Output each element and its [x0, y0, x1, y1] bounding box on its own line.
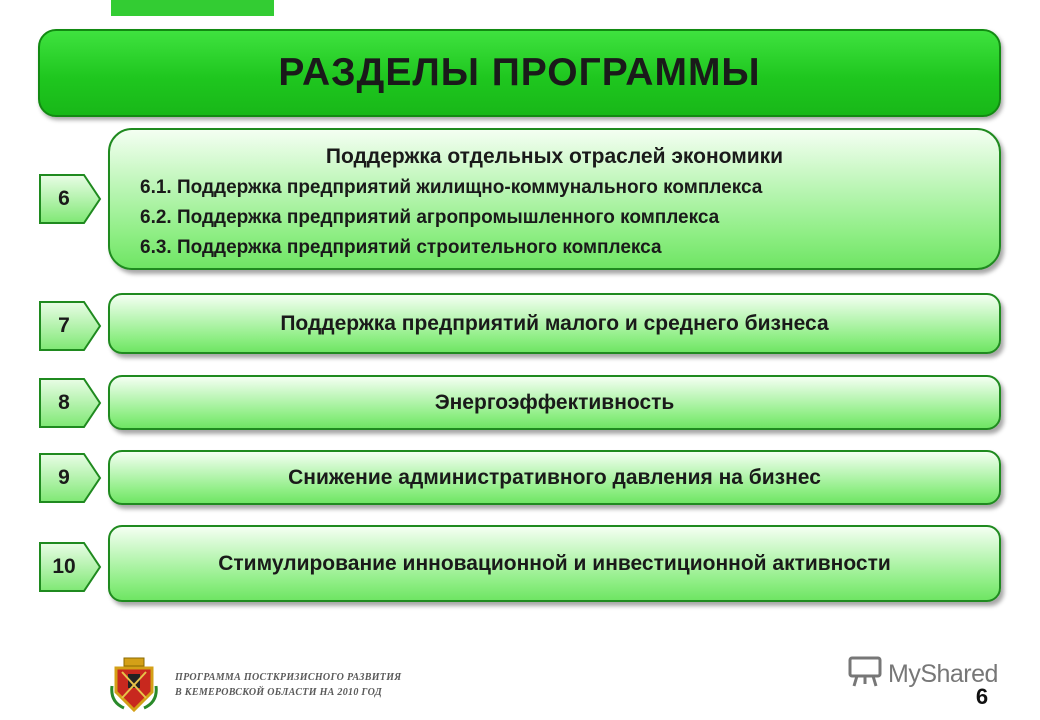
section-number: 9: [58, 466, 70, 489]
section-subitem: 6.2. Поддержка предприятий агропромышленного комплекса: [140, 207, 720, 228]
section-number: 6: [58, 187, 70, 210]
section-heading: Стимулирование инновационной и инвестиционной активности: [218, 551, 891, 575]
section-heading: Снижение административного давления на бизнес: [288, 465, 821, 489]
section-number-badge-6: [38, 173, 102, 225]
page-title: РАЗДЕЛЫ ПРОГРАММЫ: [278, 51, 761, 94]
kemerovo-coat-of-arms-icon: [110, 656, 158, 714]
section-number: 10: [52, 555, 76, 578]
section-number-badge-9: [38, 452, 102, 504]
page-number: 6: [975, 684, 989, 709]
section-box-9: [108, 450, 1001, 505]
section-heading: Энергоэффективность: [434, 390, 675, 414]
section-number-badge-7: [38, 300, 102, 352]
section-box-7: [108, 293, 1001, 354]
section-box-6: [108, 128, 1001, 270]
footer-line: В КЕМЕРОВСКОЙ ОБЛАСТИ НА 2010 ГОД: [175, 687, 383, 698]
section-number: 7: [58, 314, 70, 337]
section-subitem: 6.3. Поддержка предприятий строительного комплекса: [140, 237, 662, 258]
title-banner: [38, 29, 1001, 117]
section-subitem: 6.1. Поддержка предприятий жилищно-коммунального комплекса: [140, 177, 763, 198]
section-box-10: [108, 525, 1001, 602]
footer-line: ПРОГРАММА ПОСТКРИЗИСНОГО РАЗВИТИЯ: [175, 672, 402, 683]
watermark-text: MyShared: [888, 659, 998, 688]
top-decor-tab: [111, 0, 274, 16]
projector-icon: [848, 656, 882, 693]
section-number-badge-10: [38, 541, 102, 593]
footer-program-caption: [175, 670, 401, 700]
section-number: 8: [58, 391, 70, 414]
section-heading: Поддержка отдельных отраслей экономики: [325, 145, 784, 168]
section-heading: Поддержка предприятий малого и среднего бизнеса: [280, 311, 829, 335]
section-number-badge-8: [38, 377, 102, 429]
section-box-8: [108, 375, 1001, 430]
